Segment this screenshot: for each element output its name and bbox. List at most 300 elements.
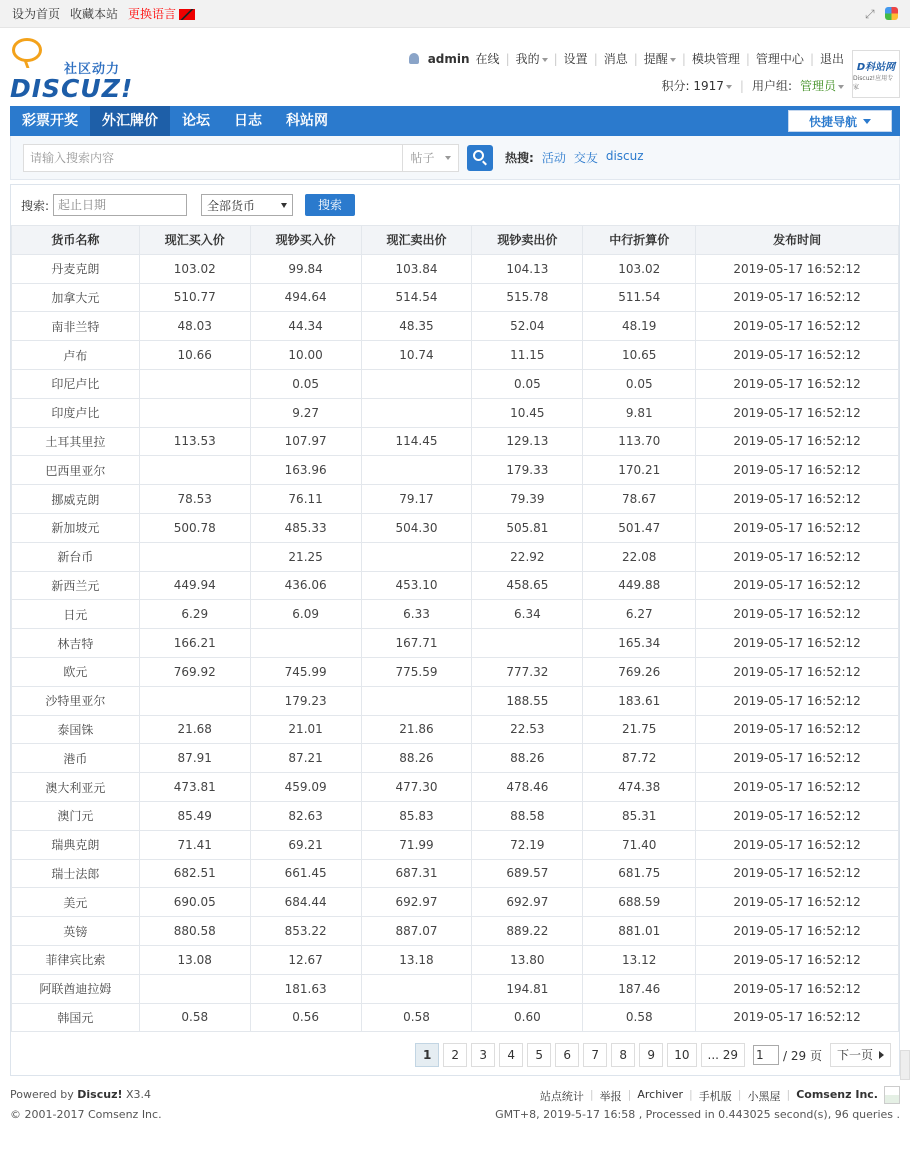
publish-time-cell: 2019-05-17 16:52:12 <box>696 686 899 715</box>
rate-cell: 71.99 <box>361 830 472 859</box>
rate-cell: 87.72 <box>583 744 696 773</box>
rate-cell: 889.22 <box>472 917 583 946</box>
rate-cell: 689.57 <box>472 859 583 888</box>
search-type-select[interactable] <box>403 144 459 172</box>
publish-time-cell: 2019-05-17 16:52:12 <box>696 629 899 658</box>
column-header: 现汇卖出价 <box>361 226 472 255</box>
currency-name-cell: 印尼卢比 <box>12 369 140 398</box>
site-stats-link[interactable]: 站点统计 <box>539 1090 584 1103</box>
chevron-down-icon <box>726 85 732 89</box>
currency-name-cell: 挪威克朗 <box>12 485 140 514</box>
page-jump-input[interactable]: 1 <box>753 1045 779 1065</box>
rate-cell: 85.49 <box>139 801 250 830</box>
blacklist-link[interactable]: 小黑屋 <box>747 1090 781 1103</box>
table-row <box>12 571 899 600</box>
filter-bar <box>11 185 899 225</box>
hot-search-link[interactable]: 活动 <box>541 151 566 165</box>
rate-cell: 0.60 <box>472 1003 583 1032</box>
rate-cell: 79.17 <box>361 485 472 514</box>
module-admin-link[interactable]: 模块管理 <box>691 52 740 66</box>
currency-name-cell: 印度卢比 <box>12 398 140 427</box>
rate-cell: 453.10 <box>361 571 472 600</box>
rate-cell: 474.38 <box>583 773 696 802</box>
table-row <box>12 657 899 686</box>
currency-name-cell: 林吉特 <box>12 629 140 658</box>
rate-cell: 473.81 <box>139 773 250 802</box>
rate-cell: 103.84 <box>361 254 472 283</box>
logo-bubble-icon <box>12 38 42 62</box>
rate-cell: 501.47 <box>583 513 696 542</box>
rate-cell: 69.21 <box>250 830 361 859</box>
search-type-label: 帖子 <box>410 151 435 165</box>
powered-label: Powered by <box>10 1088 74 1101</box>
table-row <box>12 485 899 514</box>
rate-cell: 21.75 <box>583 715 696 744</box>
rate-cell: 13.08 <box>139 945 250 974</box>
rate-cell: 478.46 <box>472 773 583 802</box>
page-link[interactable]: ... 29 <box>701 1043 746 1067</box>
rate-cell: 13.18 <box>361 945 472 974</box>
currency-name-cell: 韩国元 <box>12 1003 140 1032</box>
usergroup-menu[interactable] <box>800 77 844 94</box>
filter-label: 搜索: <box>21 198 50 213</box>
table-row <box>12 629 899 658</box>
chevron-down-icon <box>281 203 287 208</box>
publish-time-cell: 2019-05-17 16:52:12 <box>696 254 899 283</box>
rate-cell: 692.97 <box>472 888 583 917</box>
rate-cell <box>139 686 250 715</box>
nav-item-forex[interactable]: 外汇牌价 <box>90 106 170 136</box>
currency-name-cell: 卢布 <box>12 341 140 370</box>
change-language-link[interactable] <box>128 5 195 22</box>
rate-cell: 44.34 <box>250 312 361 341</box>
rate-cell: 181.63 <box>250 974 361 1003</box>
points-menu[interactable] <box>661 77 731 94</box>
my-menu-label: 我的 <box>515 52 540 66</box>
rate-cell: 0.05 <box>583 369 696 398</box>
comsenz-link[interactable]: Comsenz Inc. <box>796 1088 878 1101</box>
color-theme-icon[interactable] <box>885 7 898 20</box>
rate-cell: 449.94 <box>139 571 250 600</box>
rate-cell <box>139 369 250 398</box>
next-page-label: 下一页 <box>836 1048 873 1062</box>
publish-time-cell: 2019-05-17 16:52:12 <box>696 744 899 773</box>
rate-cell: 690.05 <box>139 888 250 917</box>
top-bar <box>0 0 910 28</box>
currency-select[interactable] <box>201 194 293 216</box>
report-link[interactable]: 举报 <box>599 1090 622 1103</box>
rate-cell: 87.21 <box>250 744 361 773</box>
publish-time-cell: 2019-05-17 16:52:12 <box>696 571 899 600</box>
version-label: X3.4 <box>126 1088 152 1101</box>
column-header: 现钞卖出价 <box>472 226 583 255</box>
page-links <box>415 1043 745 1067</box>
table-row <box>12 312 899 341</box>
rate-cell: 21.68 <box>139 715 250 744</box>
rate-cell: 500.78 <box>139 513 250 542</box>
publish-time-cell: 2019-05-17 16:52:12 <box>696 801 899 830</box>
table-row <box>12 974 899 1003</box>
quick-nav-label: 快捷导航 <box>808 114 857 129</box>
rate-cell: 167.71 <box>361 629 472 658</box>
rate-cell: 510.77 <box>139 283 250 312</box>
table-header-row <box>12 226 899 255</box>
rate-cell: 6.29 <box>139 600 250 629</box>
processing-stats: GMT+8, 2019-5-17 16:58 , Processed in 0.443025 second(s), 96 queries . <box>495 1108 900 1121</box>
rate-cell: 170.21 <box>583 456 696 485</box>
rate-cell: 769.26 <box>583 657 696 686</box>
rate-cell <box>361 974 472 1003</box>
rate-cell: 769.92 <box>139 657 250 686</box>
top-links <box>12 5 195 22</box>
page-total: / 29 页 <box>783 1048 822 1063</box>
filter-search-button[interactable]: 搜索 <box>305 194 355 216</box>
rate-cell <box>361 456 472 485</box>
chevron-down-icon <box>542 58 548 62</box>
chevron-right-icon <box>879 1051 884 1059</box>
usergroup-value: 管理员 <box>799 79 836 93</box>
rate-cell: 458.65 <box>472 571 583 600</box>
table-row <box>12 513 899 542</box>
rate-cell: 52.04 <box>472 312 583 341</box>
rate-cell: 0.58 <box>361 1003 472 1032</box>
copyright: © 2001-2017 Comsenz Inc. <box>10 1108 162 1121</box>
currency-name-cell: 新加坡元 <box>12 513 140 542</box>
table-row <box>12 917 899 946</box>
publish-time-cell: 2019-05-17 16:52:12 <box>696 283 899 312</box>
rate-cell: 485.33 <box>250 513 361 542</box>
rate-cell: 0.05 <box>250 369 361 398</box>
rate-cell: 853.22 <box>250 917 361 946</box>
top-icons <box>865 7 898 20</box>
header <box>0 28 910 106</box>
rate-cell: 188.55 <box>472 686 583 715</box>
currency-name-cell: 日元 <box>12 600 140 629</box>
currency-name-cell: 瑞典克朗 <box>12 830 140 859</box>
table-row <box>12 369 899 398</box>
discuz-link[interactable]: Discuz! <box>77 1088 123 1101</box>
currency-name-cell: 沙特里亚尔 <box>12 686 140 715</box>
rate-cell: 6.09 <box>250 600 361 629</box>
rate-cell: 21.86 <box>361 715 472 744</box>
rate-cell: 494.64 <box>250 283 361 312</box>
publish-time-cell: 2019-05-17 16:52:12 <box>696 369 899 398</box>
publish-time-cell: 2019-05-17 16:52:12 <box>696 312 899 341</box>
powered-by <box>10 1088 151 1101</box>
user-icon <box>409 53 419 64</box>
rate-cell: 6.34 <box>472 600 583 629</box>
rate-cell: 88.58 <box>472 801 583 830</box>
rate-cell: 745.99 <box>250 657 361 686</box>
logo-slogan: 社区动力 <box>64 62 121 77</box>
bookmark-link[interactable]: 收藏本站 <box>70 7 119 21</box>
page-link[interactable]: 5 <box>527 1043 551 1067</box>
table-row <box>12 945 899 974</box>
publish-time-cell: 2019-05-17 16:52:12 <box>696 945 899 974</box>
rate-cell: 78.67 <box>583 485 696 514</box>
rate-cell: 163.96 <box>250 456 361 485</box>
search-bar <box>10 136 900 180</box>
scroll-to-top-button[interactable] <box>900 1050 910 1080</box>
currency-name-cell: 阿联酋迪拉姆 <box>12 974 140 1003</box>
currency-name-cell: 丹麦克朗 <box>12 254 140 283</box>
currency-name-cell: 泰国铢 <box>12 715 140 744</box>
currency-name-cell: 巴西里亚尔 <box>12 456 140 485</box>
fullscreen-icon[interactable]: ⤢ <box>865 6 875 21</box>
rate-cell: 10.74 <box>361 341 472 370</box>
rate-cell: 88.26 <box>472 744 583 773</box>
rate-cell: 165.34 <box>583 629 696 658</box>
flag-icon <box>179 9 195 20</box>
page-link[interactable]: 7 <box>583 1043 607 1067</box>
rate-cell: 887.07 <box>361 917 472 946</box>
logout-link[interactable]: 退出 <box>819 52 844 66</box>
publish-time-cell: 2019-05-17 16:52:12 <box>696 1003 899 1032</box>
page-link[interactable]: 4 <box>499 1043 523 1067</box>
rate-cell: 21.25 <box>250 542 361 571</box>
currency-name-cell: 新西兰元 <box>12 571 140 600</box>
page-link[interactable]: 2 <box>443 1043 467 1067</box>
rate-cell: 661.45 <box>250 859 361 888</box>
publish-time-cell: 2019-05-17 16:52:12 <box>696 888 899 917</box>
publish-time-cell: 2019-05-17 16:52:12 <box>696 773 899 802</box>
rate-cell <box>361 686 472 715</box>
publish-time-cell: 2019-05-17 16:52:12 <box>696 513 899 542</box>
footer-links: 站点统计 | 举报 | Archiver | 手机版 | 小黑屋 | Comsenz Inc. <box>539 1088 878 1103</box>
rate-cell: 515.78 <box>472 283 583 312</box>
rate-cell: 48.03 <box>139 312 250 341</box>
publish-time-cell: 2019-05-17 16:52:12 <box>696 859 899 888</box>
rate-cell: 48.35 <box>361 312 472 341</box>
avatar-brand: D科站网 <box>856 61 896 73</box>
rate-cell: 72.19 <box>472 830 583 859</box>
publish-time-cell: 2019-05-17 16:52:12 <box>696 600 899 629</box>
user-menu: admin 在线 | 我的 | 设置 | 消息 | 提醒 | 模块管理 | 管理中心 | 退出 <box>409 50 844 67</box>
rate-cell: 13.80 <box>472 945 583 974</box>
rate-cell: 78.53 <box>139 485 250 514</box>
hot-search-link[interactable]: discuz <box>605 149 644 163</box>
rate-cell <box>361 542 472 571</box>
table-row <box>12 542 899 571</box>
nav-item-forum[interactable]: 论坛 <box>182 113 210 129</box>
table-body <box>12 254 899 1032</box>
column-header: 现汇买入价 <box>139 226 250 255</box>
hot-search-link[interactable]: 交友 <box>573 151 598 165</box>
stats-icon[interactable] <box>884 1086 900 1104</box>
user-info <box>409 50 844 94</box>
rate-cell: 22.92 <box>472 542 583 571</box>
my-menu[interactable] <box>516 50 548 67</box>
rate-cell: 99.84 <box>250 254 361 283</box>
chevron-down-icon <box>838 85 844 89</box>
rate-cell: 48.19 <box>583 312 696 341</box>
table-row <box>12 283 899 312</box>
table-row <box>12 715 899 744</box>
quick-nav-button[interactable] <box>788 110 892 132</box>
rate-cell <box>472 629 583 658</box>
rate-cell: 692.97 <box>361 888 472 917</box>
reminders-label: 提醒 <box>643 52 668 66</box>
table-row <box>12 456 899 485</box>
rate-cell <box>361 369 472 398</box>
rate-cell: 0.58 <box>583 1003 696 1032</box>
hot-search-label: 热搜: <box>505 151 534 165</box>
rate-cell: 71.40 <box>583 830 696 859</box>
column-header: 中行折算价 <box>583 226 696 255</box>
table-row <box>12 801 899 830</box>
rate-cell: 103.02 <box>139 254 250 283</box>
rate-cell: 12.67 <box>250 945 361 974</box>
table-row <box>12 341 899 370</box>
rate-cell <box>361 398 472 427</box>
page-link[interactable]: 10 <box>667 1043 696 1067</box>
rate-cell: 449.88 <box>583 571 696 600</box>
currency-name-cell: 英镑 <box>12 917 140 946</box>
username-link[interactable]: admin <box>427 51 470 66</box>
rate-cell: 0.05 <box>472 369 583 398</box>
publish-time-cell: 2019-05-17 16:52:12 <box>696 974 899 1003</box>
currency-name-cell: 新台币 <box>12 542 140 571</box>
currency-name-cell: 加拿大元 <box>12 283 140 312</box>
rate-cell: 0.56 <box>250 1003 361 1032</box>
rate-cell: 104.13 <box>472 254 583 283</box>
chevron-down-icon <box>445 156 451 160</box>
currency-name-cell: 港币 <box>12 744 140 773</box>
rate-cell <box>139 398 250 427</box>
rate-cell: 187.46 <box>583 974 696 1003</box>
publish-time-cell: 2019-05-17 16:52:12 <box>696 542 899 571</box>
forex-rates-panel <box>10 184 900 1076</box>
rate-cell: 684.44 <box>250 888 361 917</box>
currency-name-cell: 澳大利亚元 <box>12 773 140 802</box>
archiver-link[interactable]: Archiver <box>637 1088 684 1101</box>
publish-time-cell: 2019-05-17 16:52:12 <box>696 427 899 456</box>
rate-cell: 88.26 <box>361 744 472 773</box>
table-row <box>12 686 899 715</box>
table-row <box>12 600 899 629</box>
next-page-button[interactable] <box>830 1043 891 1067</box>
table-row <box>12 744 899 773</box>
rate-cell: 21.01 <box>250 715 361 744</box>
column-header: 发布时间 <box>696 226 899 255</box>
rate-cell: 9.81 <box>583 398 696 427</box>
nav-item-lottery[interactable]: 彩票开奖 <box>22 113 78 129</box>
publish-time-cell: 2019-05-17 16:52:12 <box>696 456 899 485</box>
admin-center-link[interactable]: 管理中心 <box>755 52 804 66</box>
table-row <box>12 830 899 859</box>
rate-cell: 880.58 <box>139 917 250 946</box>
nav-item-kezhan[interactable]: 科站网 <box>286 113 328 129</box>
online-status[interactable]: 在线 <box>475 52 500 66</box>
currency-name-cell: 澳门元 <box>12 801 140 830</box>
page-link[interactable]: 6 <box>555 1043 579 1067</box>
rate-cell: 477.30 <box>361 773 472 802</box>
page-link[interactable]: 1 <box>415 1043 439 1067</box>
table-row <box>12 1003 899 1032</box>
rate-cell: 114.45 <box>361 427 472 456</box>
site-logo[interactable] <box>10 38 140 103</box>
rate-cell: 113.53 <box>139 427 250 456</box>
pagination <box>415 1043 891 1067</box>
rate-cell: 107.97 <box>250 427 361 456</box>
table-row <box>12 398 899 427</box>
rate-cell: 10.45 <box>472 398 583 427</box>
currency-name-cell: 南非兰特 <box>12 312 140 341</box>
avatar[interactable] <box>852 50 900 98</box>
rate-cell: 687.31 <box>361 859 472 888</box>
rate-cell: 166.21 <box>139 629 250 658</box>
rate-cell: 103.02 <box>583 254 696 283</box>
rate-cell <box>139 542 250 571</box>
chevron-down-icon <box>670 58 676 62</box>
rate-cell: 85.83 <box>361 801 472 830</box>
rate-cell <box>139 974 250 1003</box>
search-button[interactable] <box>467 145 493 171</box>
column-header: 货币名称 <box>12 226 140 255</box>
rates-table <box>11 225 899 1032</box>
rate-cell: 71.41 <box>139 830 250 859</box>
logo-wordmark: DISCUZ! <box>10 74 134 103</box>
currency-select-value: 全部货币 <box>207 198 256 213</box>
publish-time-cell: 2019-05-17 16:52:12 <box>696 485 899 514</box>
publish-time-cell: 2019-05-17 16:52:12 <box>696 917 899 946</box>
mobile-link[interactable]: 手机版 <box>698 1090 732 1103</box>
rate-cell: 179.23 <box>250 686 361 715</box>
currency-name-cell: 菲律宾比索 <box>12 945 140 974</box>
rate-cell: 85.31 <box>583 801 696 830</box>
set-homepage-link[interactable]: 设为首页 <box>12 7 61 21</box>
rate-cell: 511.54 <box>583 283 696 312</box>
reminders-menu[interactable] <box>644 50 676 67</box>
avatar-sub: Discuz!应用专家 <box>853 74 894 91</box>
hot-searches <box>505 149 644 166</box>
rate-cell: 6.27 <box>583 600 696 629</box>
settings-link[interactable]: 设置 <box>563 52 588 66</box>
currency-name-cell: 美元 <box>12 888 140 917</box>
rate-cell: 9.27 <box>250 398 361 427</box>
table-row <box>12 859 899 888</box>
rate-cell: 22.08 <box>583 542 696 571</box>
rate-cell: 113.70 <box>583 427 696 456</box>
points-label: 积分: 1917 <box>661 79 724 93</box>
usergroup-label: 用户组: <box>751 79 792 93</box>
date-range-input[interactable]: 起止日期 <box>53 194 187 216</box>
currency-name-cell: 欧元 <box>12 657 140 686</box>
search-input[interactable]: 请输入搜索内容 <box>23 144 403 172</box>
rate-cell: 0.58 <box>139 1003 250 1032</box>
messages-link[interactable]: 消息 <box>603 52 628 66</box>
page-link[interactable]: 9 <box>639 1043 663 1067</box>
rate-cell: 194.81 <box>472 974 583 1003</box>
table-row <box>12 427 899 456</box>
page-link[interactable]: 8 <box>611 1043 635 1067</box>
rate-cell: 11.15 <box>472 341 583 370</box>
rate-cell: 681.75 <box>583 859 696 888</box>
nav-item-blog[interactable]: 日志 <box>234 113 262 129</box>
chevron-down-icon <box>863 119 871 124</box>
rate-cell: 777.32 <box>472 657 583 686</box>
search-icon <box>473 150 484 161</box>
rate-cell: 87.91 <box>139 744 250 773</box>
rate-cell: 504.30 <box>361 513 472 542</box>
rate-cell: 459.09 <box>250 773 361 802</box>
rate-cell: 881.01 <box>583 917 696 946</box>
page-link[interactable]: 3 <box>471 1043 495 1067</box>
publish-time-cell: 2019-05-17 16:52:12 <box>696 341 899 370</box>
rate-cell: 514.54 <box>361 283 472 312</box>
rate-cell: 505.81 <box>472 513 583 542</box>
rate-cell: 10.66 <box>139 341 250 370</box>
